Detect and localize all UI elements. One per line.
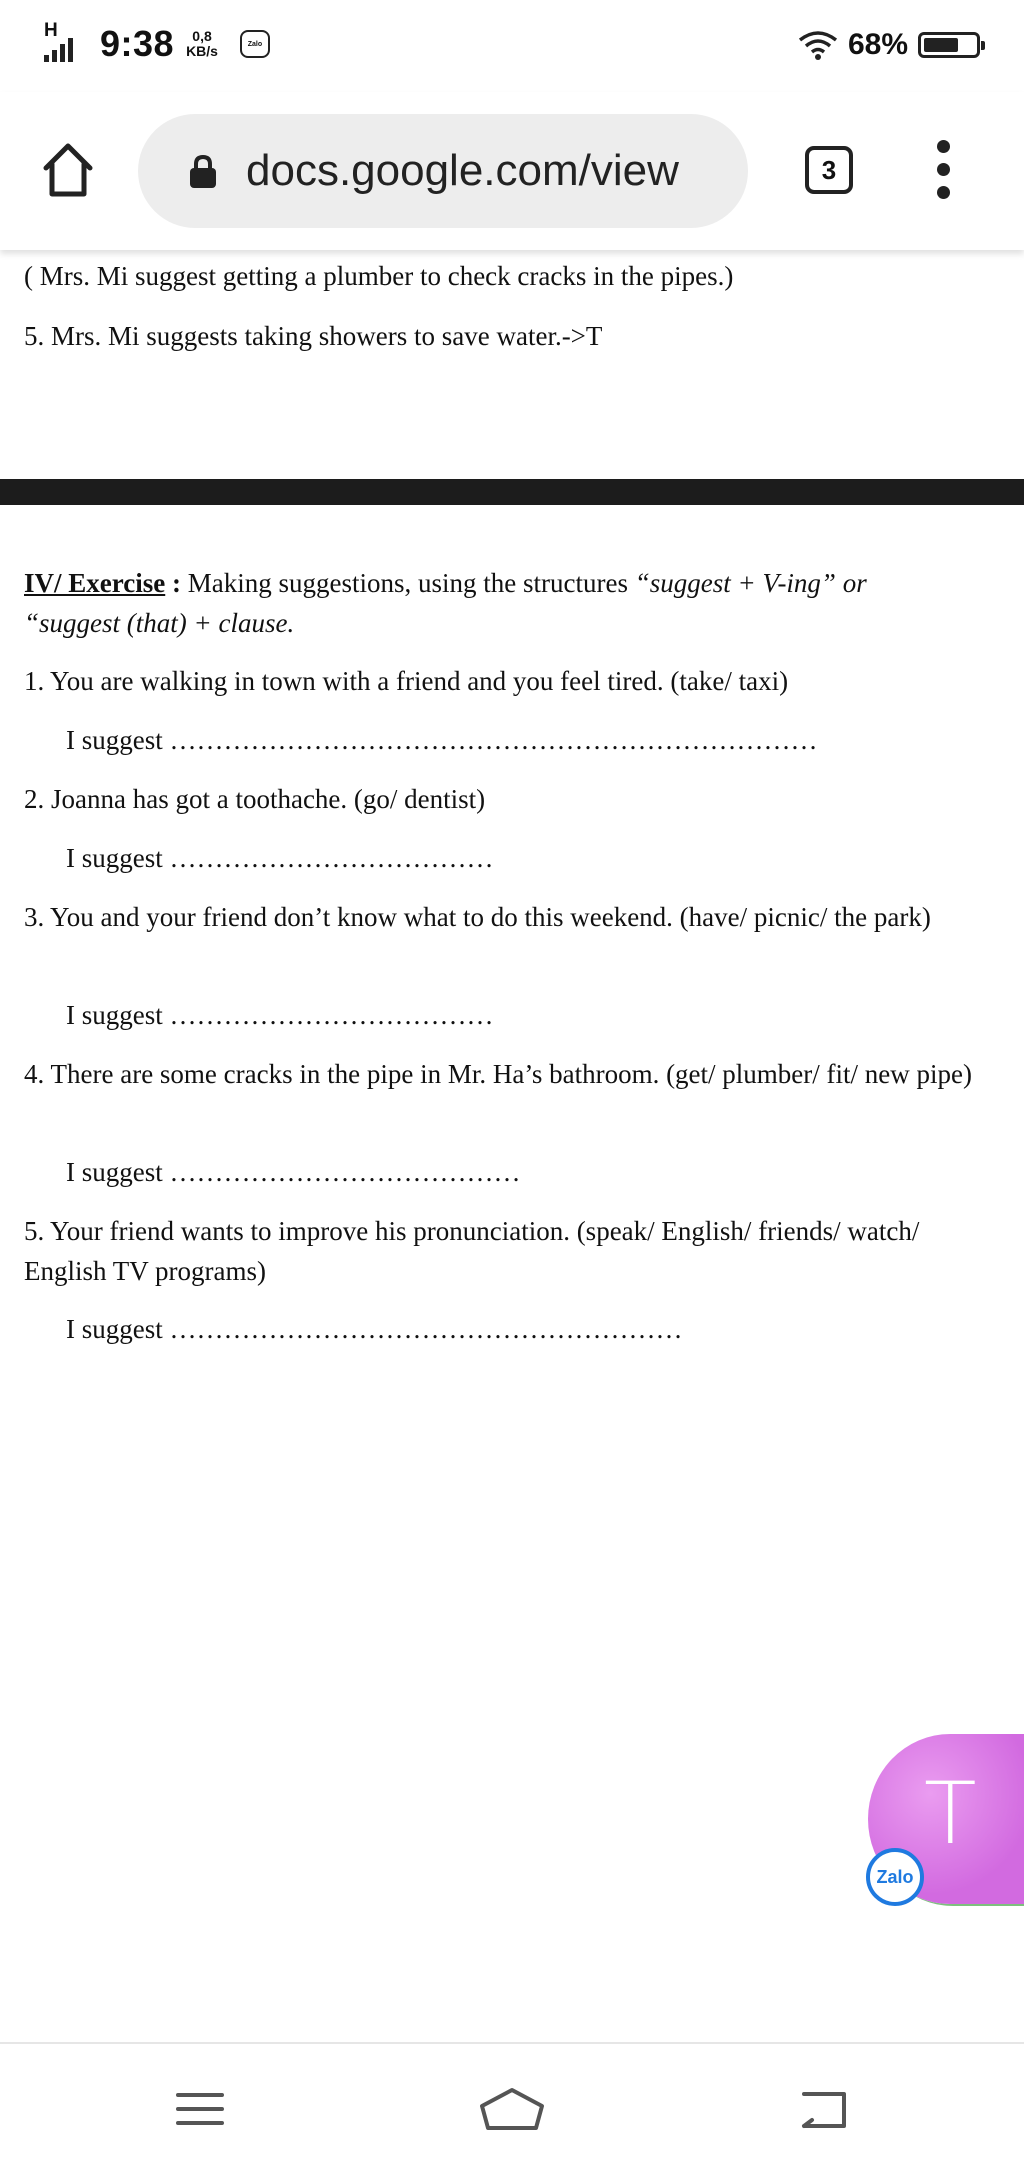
exercise-intro bbox=[24, 563, 1004, 643]
question-5: 5. Your friend wants to improve his pronunciation. (speak/ English/ friends/ watch/ English TV programs) bbox=[24, 1216, 920, 1286]
speed-value: 0,8 bbox=[192, 28, 212, 44]
back-icon[interactable] bbox=[794, 2084, 854, 2134]
status-left bbox=[44, 22, 270, 66]
question-1: 1. You are walking in town with a friend and you feel tired. (take/ taxi) bbox=[24, 666, 789, 696]
answer-line-5: I suggest ………………………………………………… bbox=[66, 1314, 683, 1344]
more-vert-icon[interactable] bbox=[928, 140, 958, 202]
previous-item-5: 5. Mrs. Mi suggests taking showers to save water.->T bbox=[24, 321, 603, 351]
browser-toolbar bbox=[0, 92, 1024, 250]
answer-line-1: I suggest ……………………………………………………………… bbox=[66, 725, 818, 755]
network-type: H bbox=[44, 20, 58, 41]
question-4: 4. There are some cracks in the pipe in Mr. Ha’s bathroom. (get/ plumber/ fit/ new pipe) bbox=[24, 1059, 972, 1089]
battery-icon bbox=[918, 32, 980, 58]
clock: 9:38 bbox=[100, 23, 175, 64]
answer-line-3: I suggest ……………………………… bbox=[66, 1000, 494, 1030]
status-right bbox=[798, 28, 980, 62]
wifi-icon bbox=[798, 30, 838, 60]
zalo-notification-icon: Zalo bbox=[240, 30, 270, 58]
question-3: 3. You and your friend don’t know what to do this weekend. (have/ picnic/ the park) bbox=[24, 902, 931, 932]
structure-2: “suggest (that) + clause. bbox=[24, 608, 295, 638]
section-colon: : bbox=[165, 568, 188, 598]
answer-line-2: I suggest ……………………………… bbox=[66, 843, 494, 873]
lock-icon bbox=[188, 154, 218, 188]
zalo-badge-icon: Zalo bbox=[866, 1848, 924, 1906]
home-nav-icon[interactable] bbox=[476, 2084, 548, 2134]
home-icon[interactable] bbox=[40, 140, 96, 200]
speed-unit: KB/s bbox=[186, 43, 218, 59]
url-bar[interactable] bbox=[138, 114, 748, 228]
answer-line-4: I suggest ………………………………… bbox=[66, 1157, 521, 1187]
zalo-chat-head[interactable] bbox=[866, 1734, 1024, 1904]
section-heading: IV/ Exercise bbox=[24, 568, 166, 598]
avatar-letter: T bbox=[924, 1764, 977, 1864]
question-2: 2. Joanna has got a toothache. (go/ dentist) bbox=[24, 784, 486, 814]
battery-level bbox=[924, 38, 958, 52]
page-break-divider bbox=[0, 479, 1024, 505]
network-speed bbox=[186, 29, 218, 59]
section-intro: Making suggestions, using the structures bbox=[187, 568, 635, 598]
previous-note: ( Mrs. Mi suggest getting a plumber to check cracks in the pipes.) bbox=[24, 261, 734, 291]
status-bar bbox=[0, 0, 1024, 92]
url-text[interactable]: docs.google.com/view bbox=[246, 146, 679, 195]
battery-percent: 68% bbox=[847, 28, 908, 61]
signal-icon bbox=[44, 22, 90, 66]
structure-1: “suggest + V-ing” or bbox=[634, 568, 867, 598]
tabs-button[interactable]: 3 bbox=[805, 146, 853, 194]
menu-icon[interactable] bbox=[170, 2084, 230, 2134]
system-nav-bar bbox=[0, 2042, 1024, 2164]
